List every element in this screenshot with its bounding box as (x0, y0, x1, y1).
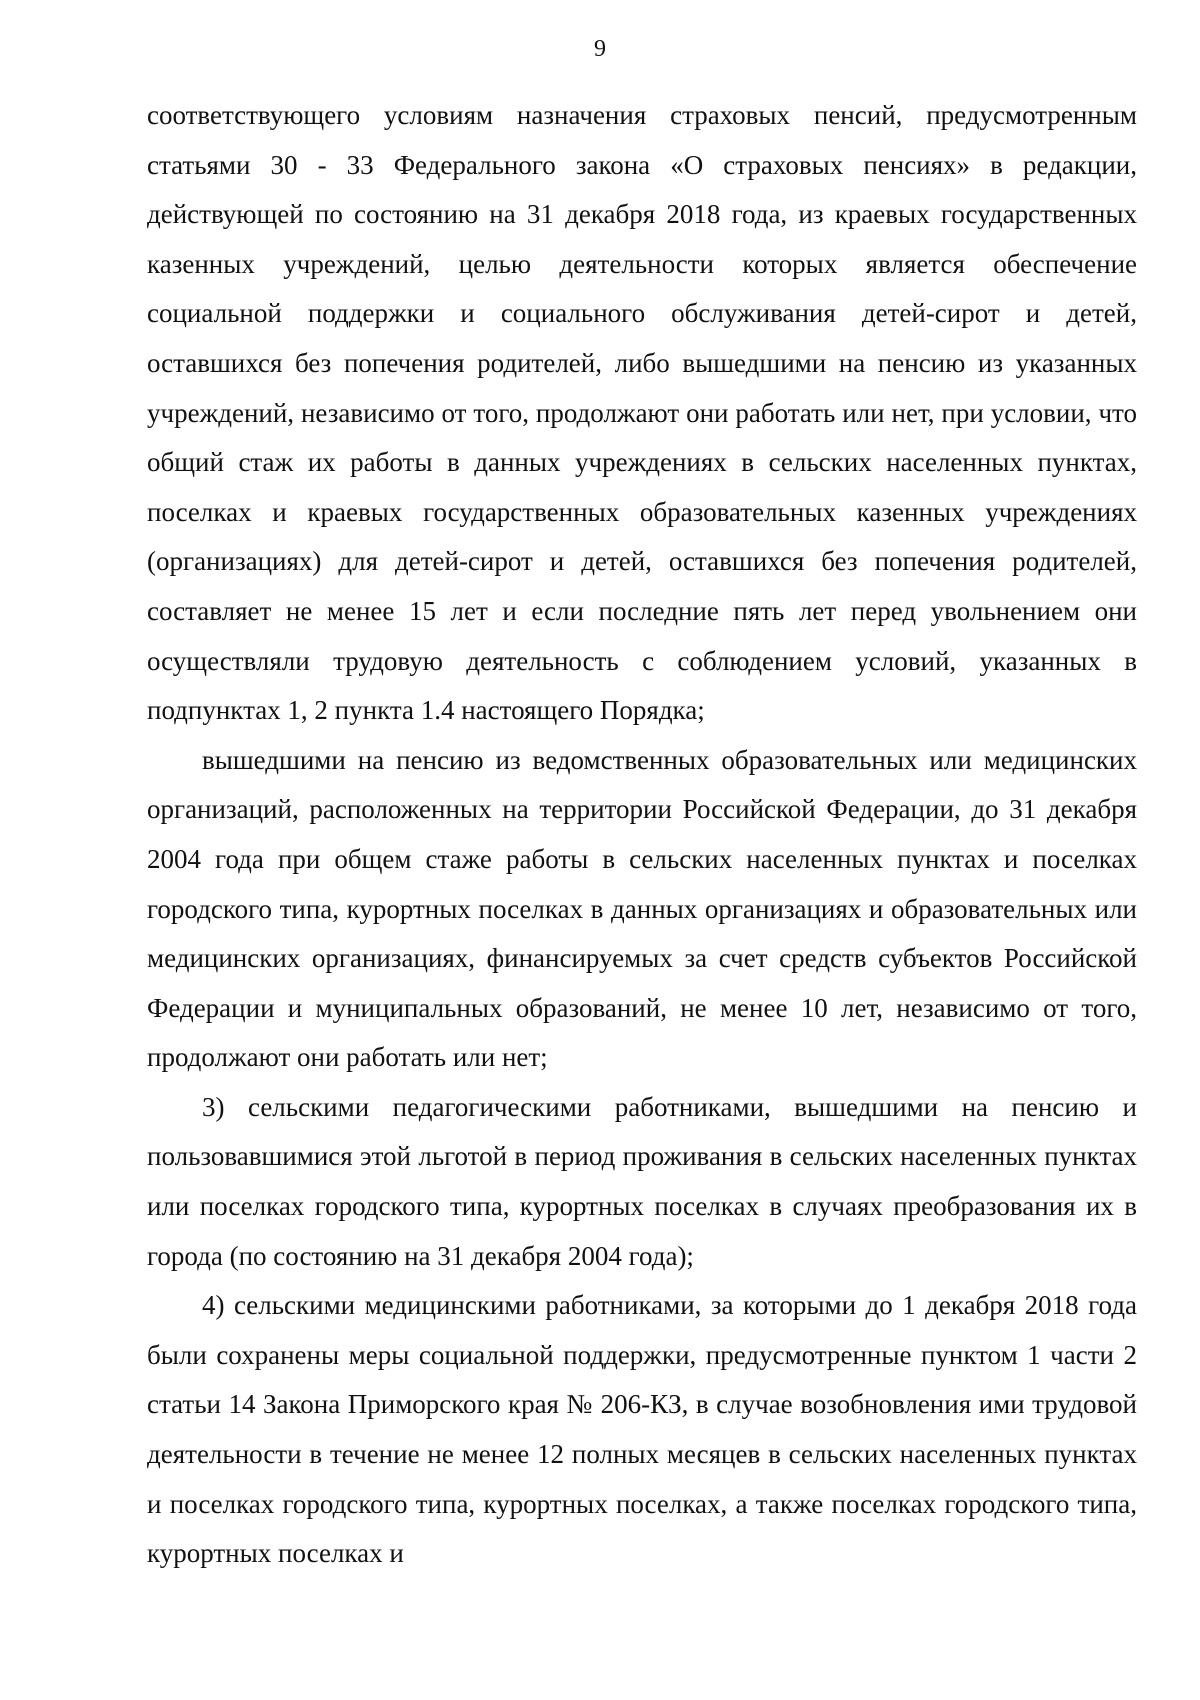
document-body (147, 91, 1137, 1579)
page-number: 9 (594, 36, 606, 62)
paragraph-item-3: 3) сельскими педагогическими работниками, вышедшими на пенсию и пользовавшимися этой льготой в период проживания в сельских населенных пунктах или поселках городского типа, курортных поселках в случаях преобразования их в города (по состоянию на 31 декабря 2004 года); (147, 1091, 1137, 1271)
paragraph-continuation: соответствующего условиям назначения страховых пенсий, предусмотренным статьями 30 - 33 Федерального закона «О страховых пенсиях» в редакции, действующей по состоянию на 31 декабря 2018 года, из краевых государственных казенных учреждений, целью деятельности которых является обеспечение социальной поддержки и социального обслуживания детей-сирот и детей, оставшихся без попечения родителей, либо вышедшими на пенсию из указанных учреждений, независимо от того, продолжают они работать или нет, при условии, что общий стаж их работы в данных учреждениях в сельских населенных пунктах, поселках и краевых государственных образовательных казенных учреждениях (организациях) для детей-сирот и детей, оставшихся без попечения родителей, составляет не менее 15 лет и если последние пять лет перед увольнением они осуществляли трудовую деятельность с соблюдением условий, указанных в подпунктах 1, 2 пункта 1.4 настоящего Порядка; (147, 100, 1137, 726)
paragraph-item-4: 4) сельскими медицинскими работниками, за которыми до 1 декабря 2018 года были сохранены меры социальной поддержки, предусмотренные пунктом 1 части 2 статьи 14 Закона Приморского края № 206-КЗ, в случае возобновления ими трудовой деятельности в течение не менее 12 полных месяцев в сельских населенных пунктах и поселках городского типа, курортных поселках, а также поселках городского типа, курортных поселках и (147, 1290, 1137, 1569)
paragraph-retired-departmental: вышедшими на пенсию из ведомственных образовательных или медицинских организаций, расположенных на территории Российской Федерации, до 31 декабря 2004 года при общем стаже работы в сельских населенных пунктах и поселках городского типа, курортных поселках в данных организациях и образовательных или медицинских организациях, финансируемых за счет средств субъектов Российской Федерации и муниципальных образований, не менее 10 лет, независимо от того, продолжают они работать или нет; (147, 744, 1137, 1073)
